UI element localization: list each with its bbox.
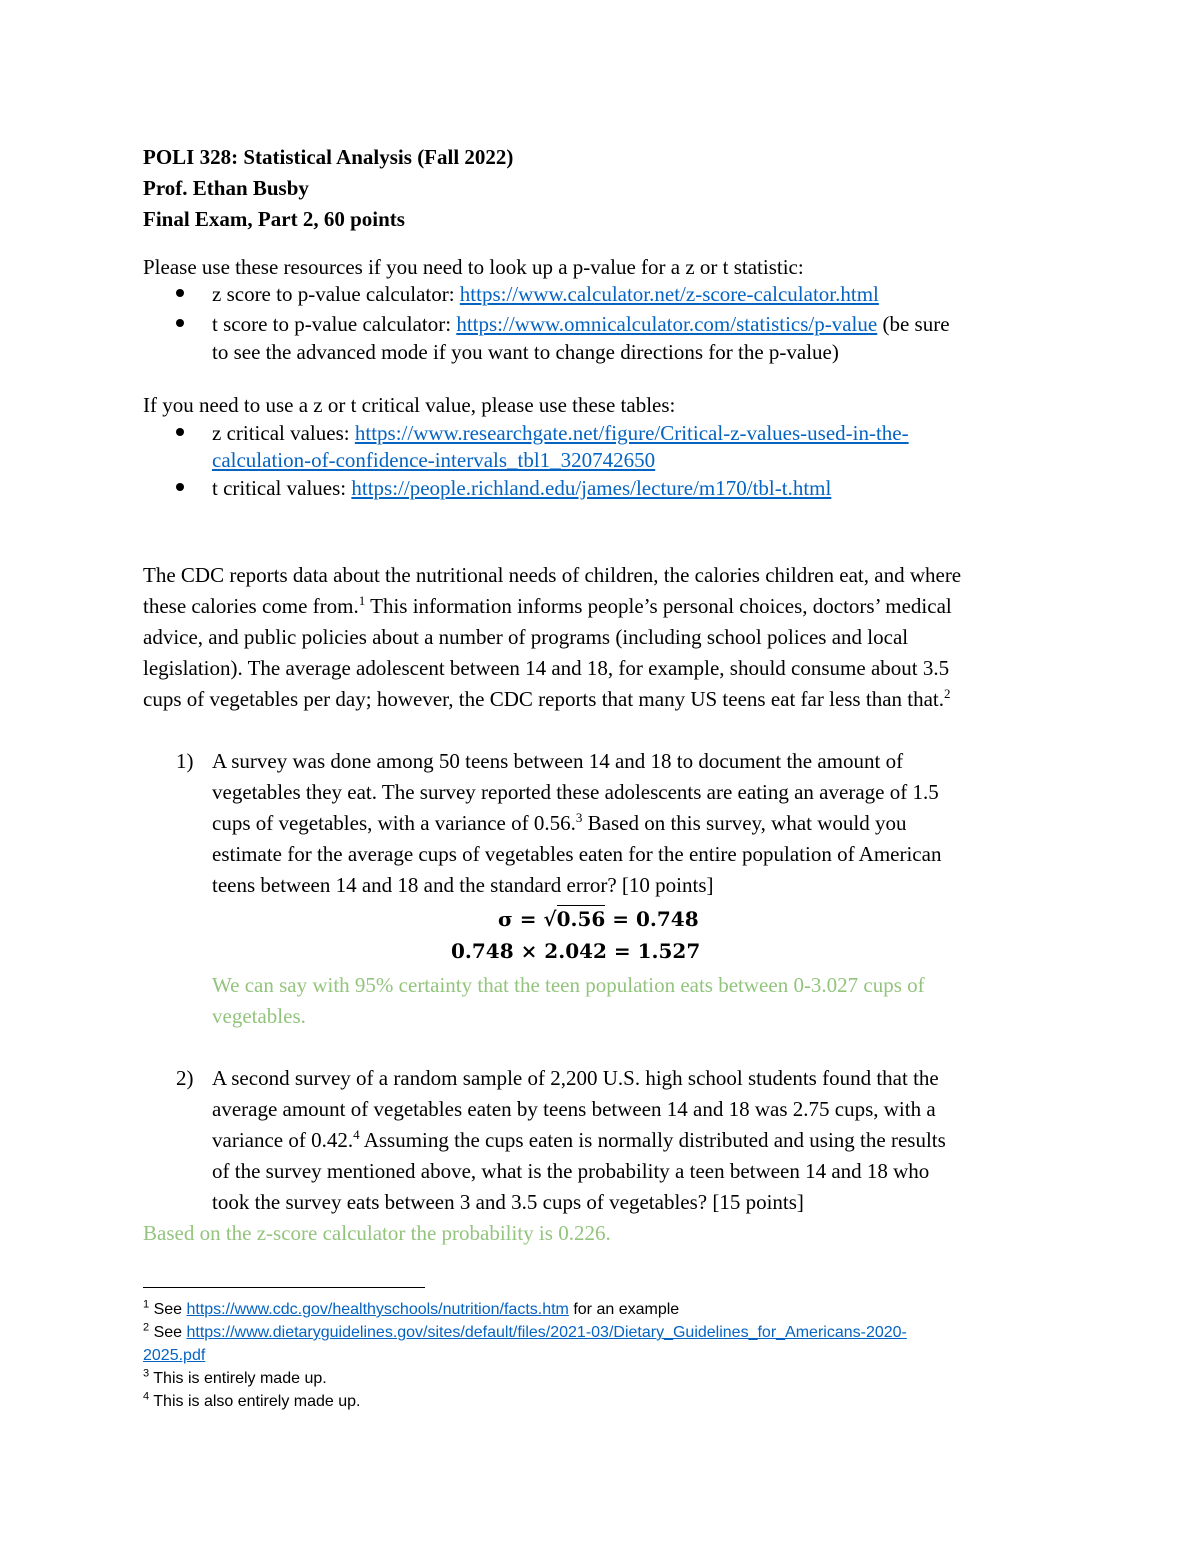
paragraph-text: cups of vegetables per day; however, the CDC reports that many US teens eat far less than that. <box>143 687 945 711</box>
dietary-guidelines-link-continued[interactable]: 2025.pdf <box>143 1347 206 1364</box>
question-2-line: average amount of vegetables eaten by teens between 14 and 18 was 2.75 cups, with a <box>212 1097 936 1121</box>
equation-radicand: 0.56 <box>556 907 606 931</box>
question-1-line <box>212 811 906 836</box>
t-score-calculator-link[interactable]: https://www.omnicalculator.com/statistics/p-value <box>456 312 878 336</box>
paragraph-line: legislation). The average adolescent between 14 and 18, for example, should consume about 3.5 <box>143 656 950 680</box>
footnote-4 <box>143 1390 361 1411</box>
z-score-calculator-link[interactable]: https://www.calculator.net/z-score-calculator.html <box>459 282 879 306</box>
question-2-line: A second survey of a random sample of 2,200 U.S. high school students found that the <box>212 1066 939 1090</box>
bullet-icon <box>176 319 184 327</box>
cdc-facts-link[interactable]: https://www.cdc.gov/healthyschools/nutrition/facts.htm <box>186 1301 569 1318</box>
critical-label-t: t critical values: <box>212 476 352 500</box>
dietary-guidelines-link[interactable]: https://www.dietaryguidelines.gov/sites/default/files/2021-03/Dietary_Guidelines_for_Americans-2020- <box>186 1324 907 1341</box>
resource-item-t-line2: to see the advanced mode if you want to change directions for the p-value) <box>212 340 839 364</box>
resources-intro: Please use these resources if you need to look up a p-value for a z or t statistic: <box>143 255 804 279</box>
professor-name: Prof. Ethan Busby <box>143 176 309 200</box>
answer-2: Based on the z-score calculator the probability is 0.226. <box>143 1221 611 1245</box>
footnote-ref-4[interactable]: 4 <box>353 1127 360 1142</box>
footnote-3 <box>143 1367 327 1388</box>
footnote-number: 3 <box>143 1367 150 1380</box>
footnote-divider <box>143 1287 425 1288</box>
critical-item-z <box>212 421 909 446</box>
footnote-number: 4 <box>143 1390 150 1403</box>
t-critical-link[interactable]: https://people.richland.edu/james/lecture/m170/tbl-t.html <box>351 476 832 500</box>
equation-rhs: = 0.748 <box>605 907 699 931</box>
question-1-text: cups of vegetables, with a variance of 0.56. <box>212 811 576 835</box>
footnote-ref-1[interactable]: 1 <box>358 593 366 608</box>
question-1-line: A survey was done among 50 teens between 14 and 18 to document the amount of <box>212 749 904 773</box>
resource-item-z <box>212 282 879 307</box>
critical-item-t <box>212 476 831 501</box>
resource-label-t: t score to p-value calculator: <box>212 312 457 336</box>
footnote-text: See <box>149 1324 187 1341</box>
question-2-text: variance of 0.42. <box>212 1128 354 1152</box>
answer-1-line: We can say with 95% certainty that the teen population eats between 0-3.027 cups of <box>212 973 925 997</box>
paragraph-line <box>143 594 952 619</box>
question-1-number: 1) <box>176 749 194 773</box>
footnote-ref-3[interactable]: 3 <box>575 810 583 825</box>
paragraph-line: The CDC reports data about the nutritional needs of children, the calories children eat, and where <box>143 563 962 587</box>
question-1-line: estimate for the average cups of vegetables eaten for the entire population of American <box>212 842 942 866</box>
bullet-icon <box>176 289 184 297</box>
answer-1-line: vegetables. <box>212 1004 306 1028</box>
question-1-text: Based on this survey, what would you <box>582 811 907 835</box>
footnote-text: See <box>149 1301 187 1318</box>
bullet-icon <box>176 428 184 436</box>
paragraph-text: these calories come from. <box>143 594 359 618</box>
question-2-line: took the survey eats between 3 and 3.5 cups of vegetables? [15 points] <box>212 1190 804 1214</box>
equation-product: 0.748 × 2.042 = 1.527 <box>451 939 701 963</box>
paragraph-text: This information informs people’s personal choices, doctors’ medical <box>365 594 952 618</box>
footnote-text: This is also entirely made up. <box>149 1393 361 1410</box>
z-critical-link[interactable]: https://www.researchgate.net/figure/Critical-z-values-used-in-the- <box>354 421 909 445</box>
footnote-2-line2 <box>143 1347 205 1365</box>
paragraph-line: advice, and public policies about a number of programs (including school polices and local <box>143 625 909 649</box>
equation-lhs: σ = √ <box>498 907 557 931</box>
critical-intro: If you need to use a z or t critical value, please use these tables: <box>143 393 676 417</box>
course-title: POLI 328: Statistical Analysis (Fall 2022) <box>143 145 514 169</box>
resource-item-t <box>212 312 950 337</box>
question-1-line: teens between 14 and 18 and the standard error? [10 points] <box>212 873 714 897</box>
z-critical-link-continued[interactable]: calculation-of-confidence-intervals_tbl1_320742650 <box>212 448 656 472</box>
footnote-2 <box>143 1321 907 1342</box>
footnote-text: This is entirely made up. <box>149 1370 327 1387</box>
question-1-line: vegetables they eat. The survey reported these adolescents are eating an average of 1.5 <box>212 780 939 804</box>
question-2-line <box>212 1128 946 1153</box>
footnote-text: for an example <box>568 1301 680 1318</box>
footnote-ref-2[interactable]: 2 <box>944 686 951 701</box>
critical-item-z-line2 <box>212 448 655 473</box>
question-2-text: Assuming the cups eaten is normally distributed and using the results <box>359 1128 946 1152</box>
resource-label-z: z score to p-value calculator: <box>212 282 460 306</box>
exam-title: Final Exam, Part 2, 60 points <box>143 207 405 231</box>
footnote-number: 2 <box>143 1321 150 1334</box>
question-2-line: of the survey mentioned above, what is the probability a teen between 14 and 18 who <box>212 1159 930 1183</box>
footnote-number: 1 <box>143 1298 150 1311</box>
critical-label-z: z critical values: <box>212 421 355 445</box>
footnote-1 <box>143 1298 680 1319</box>
question-2-number: 2) <box>176 1066 194 1090</box>
resource-suffix-t: (be sure <box>877 312 950 336</box>
paragraph-line <box>143 687 951 712</box>
bullet-icon <box>176 483 184 491</box>
equation-sigma <box>498 907 699 931</box>
